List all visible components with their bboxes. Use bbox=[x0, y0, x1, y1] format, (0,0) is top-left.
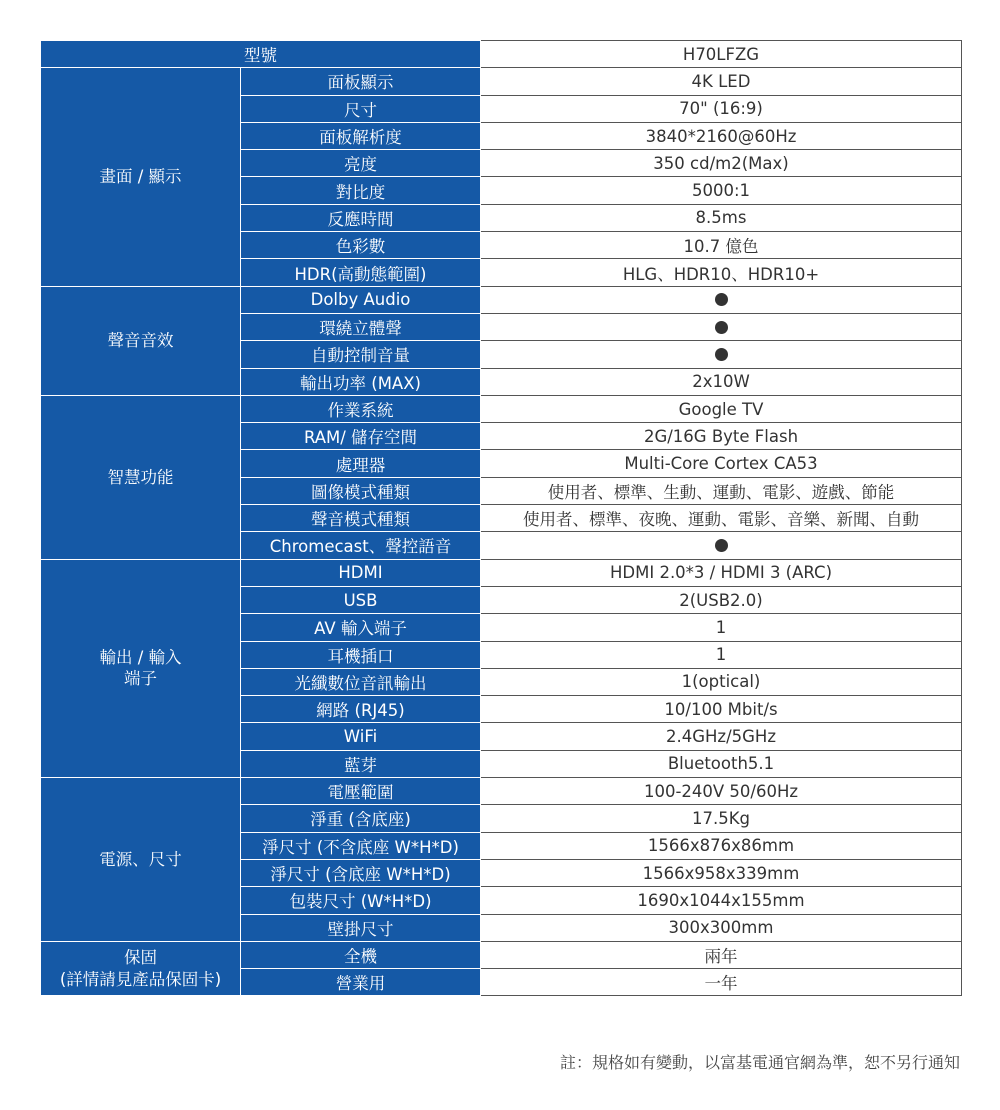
spec-label: 聲音模式種類 bbox=[241, 505, 481, 532]
category-label: 畫面 / 顯示 bbox=[41, 68, 241, 286]
spec-label: 包裝尺寸 (W*H*D) bbox=[241, 887, 481, 914]
spec-label: HDMI bbox=[241, 559, 481, 586]
spec-value: 100-240V 50/60Hz bbox=[481, 778, 962, 805]
spec-label: 面板顯示 bbox=[241, 68, 481, 95]
spec-label: 淨尺寸 (含底座 W*H*D) bbox=[241, 859, 481, 886]
spec-value: 17.5Kg bbox=[481, 805, 962, 832]
spec-value-supported bbox=[481, 341, 962, 368]
spec-value: 2.4GHz/5GHz bbox=[481, 723, 962, 750]
spec-label: 尺寸 bbox=[241, 95, 481, 122]
spec-label: 反應時間 bbox=[241, 204, 481, 231]
category-label: 輸出 / 輸入 端子 bbox=[41, 559, 241, 777]
spec-label: 作業系統 bbox=[241, 395, 481, 422]
spec-label: Chromecast、聲控語音 bbox=[241, 532, 481, 559]
spec-label: 營業用 bbox=[241, 969, 481, 996]
supported-dot-icon bbox=[715, 321, 728, 334]
spec-label: 藍芽 bbox=[241, 750, 481, 777]
spec-value: 兩年 bbox=[481, 941, 962, 968]
spec-label: 壁掛尺寸 bbox=[241, 914, 481, 941]
spec-label: RAM/ 儲存空間 bbox=[241, 423, 481, 450]
spec-table-body bbox=[41, 41, 962, 996]
spec-row bbox=[41, 68, 962, 95]
model-header-label: 型號 bbox=[41, 41, 481, 68]
spec-label: 電壓範圍 bbox=[241, 778, 481, 805]
spec-value: Multi-Core Cortex CA53 bbox=[481, 450, 962, 477]
spec-value: 2G/16G Byte Flash bbox=[481, 423, 962, 450]
spec-label: 亮度 bbox=[241, 150, 481, 177]
spec-row bbox=[41, 778, 962, 805]
spec-value-supported bbox=[481, 532, 962, 559]
spec-label: 環繞立體聲 bbox=[241, 313, 481, 340]
model-value: H70LFZG bbox=[481, 41, 962, 68]
spec-row bbox=[41, 559, 962, 586]
spec-label: WiFi bbox=[241, 723, 481, 750]
spec-label: USB bbox=[241, 586, 481, 613]
spec-label: HDR(高動態範圍) bbox=[241, 259, 481, 286]
spec-row bbox=[41, 941, 962, 968]
spec-value: 一年 bbox=[481, 969, 962, 996]
spec-table bbox=[40, 40, 962, 996]
spec-value: 1566x958x339mm bbox=[481, 859, 962, 886]
spec-value: 70" (16:9) bbox=[481, 95, 962, 122]
spec-label: 處理器 bbox=[241, 450, 481, 477]
supported-dot-icon bbox=[715, 348, 728, 361]
model-row bbox=[41, 41, 962, 68]
spec-value: 使用者、標準、夜晚、運動、電影、音樂、新聞、自動 bbox=[481, 505, 962, 532]
spec-value: 1 bbox=[481, 614, 962, 641]
spec-value: Bluetooth5.1 bbox=[481, 750, 962, 777]
spec-label: 耳機插口 bbox=[241, 641, 481, 668]
spec-value: 5000:1 bbox=[481, 177, 962, 204]
spec-value: 300x300mm bbox=[481, 914, 962, 941]
spec-label: AV 輸入端子 bbox=[241, 614, 481, 641]
spec-label: 淨尺寸 (不含底座 W*H*D) bbox=[241, 832, 481, 859]
supported-dot-icon bbox=[715, 539, 728, 552]
spec-row bbox=[41, 286, 962, 313]
spec-value: 10.7 億色 bbox=[481, 232, 962, 259]
spec-value-supported bbox=[481, 313, 962, 340]
spec-value: 10/100 Mbit/s bbox=[481, 696, 962, 723]
spec-value: 1(optical) bbox=[481, 668, 962, 695]
spec-value: 4K LED bbox=[481, 68, 962, 95]
spec-label: 輸出功率 (MAX) bbox=[241, 368, 481, 395]
supported-dot-icon bbox=[715, 293, 728, 306]
spec-value: 1690x1044x155mm bbox=[481, 887, 962, 914]
category-label: 電源、尺寸 bbox=[41, 778, 241, 942]
spec-value: 1 bbox=[481, 641, 962, 668]
spec-value: 350 cd/m2(Max) bbox=[481, 150, 962, 177]
spec-value: 3840*2160@60Hz bbox=[481, 122, 962, 149]
spec-label: 網路 (RJ45) bbox=[241, 696, 481, 723]
spec-value-supported bbox=[481, 286, 962, 313]
spec-label: 光纖數位音訊輸出 bbox=[241, 668, 481, 695]
spec-label: 全機 bbox=[241, 941, 481, 968]
spec-label: 面板解析度 bbox=[241, 122, 481, 149]
spec-value: HLG、HDR10、HDR10+ bbox=[481, 259, 962, 286]
spec-label: 自動控制音量 bbox=[241, 341, 481, 368]
spec-value: 8.5ms bbox=[481, 204, 962, 231]
spec-label: 圖像模式種類 bbox=[241, 477, 481, 504]
spec-label: 淨重 (含底座) bbox=[241, 805, 481, 832]
category-label: 保固 (詳情請見產品保固卡) bbox=[41, 941, 241, 996]
spec-value: 1566x876x86mm bbox=[481, 832, 962, 859]
spec-value: Google TV bbox=[481, 395, 962, 422]
category-label: 智慧功能 bbox=[41, 395, 241, 559]
spec-value: HDMI 2.0*3 / HDMI 3 (ARC) bbox=[481, 559, 962, 586]
spec-value: 2(USB2.0) bbox=[481, 586, 962, 613]
spec-row bbox=[41, 395, 962, 422]
spec-value: 使用者、標準、生動、運動、電影、遊戲、節能 bbox=[481, 477, 962, 504]
spec-label: 對比度 bbox=[241, 177, 481, 204]
category-label: 聲音音效 bbox=[41, 286, 241, 395]
spec-label: Dolby Audio bbox=[241, 286, 481, 313]
spec-label: 色彩數 bbox=[241, 232, 481, 259]
spec-value: 2x10W bbox=[481, 368, 962, 395]
footnote: 註：規格如有變動，以富基電通官網為準，恕不另行通知 bbox=[559, 1053, 960, 1072]
